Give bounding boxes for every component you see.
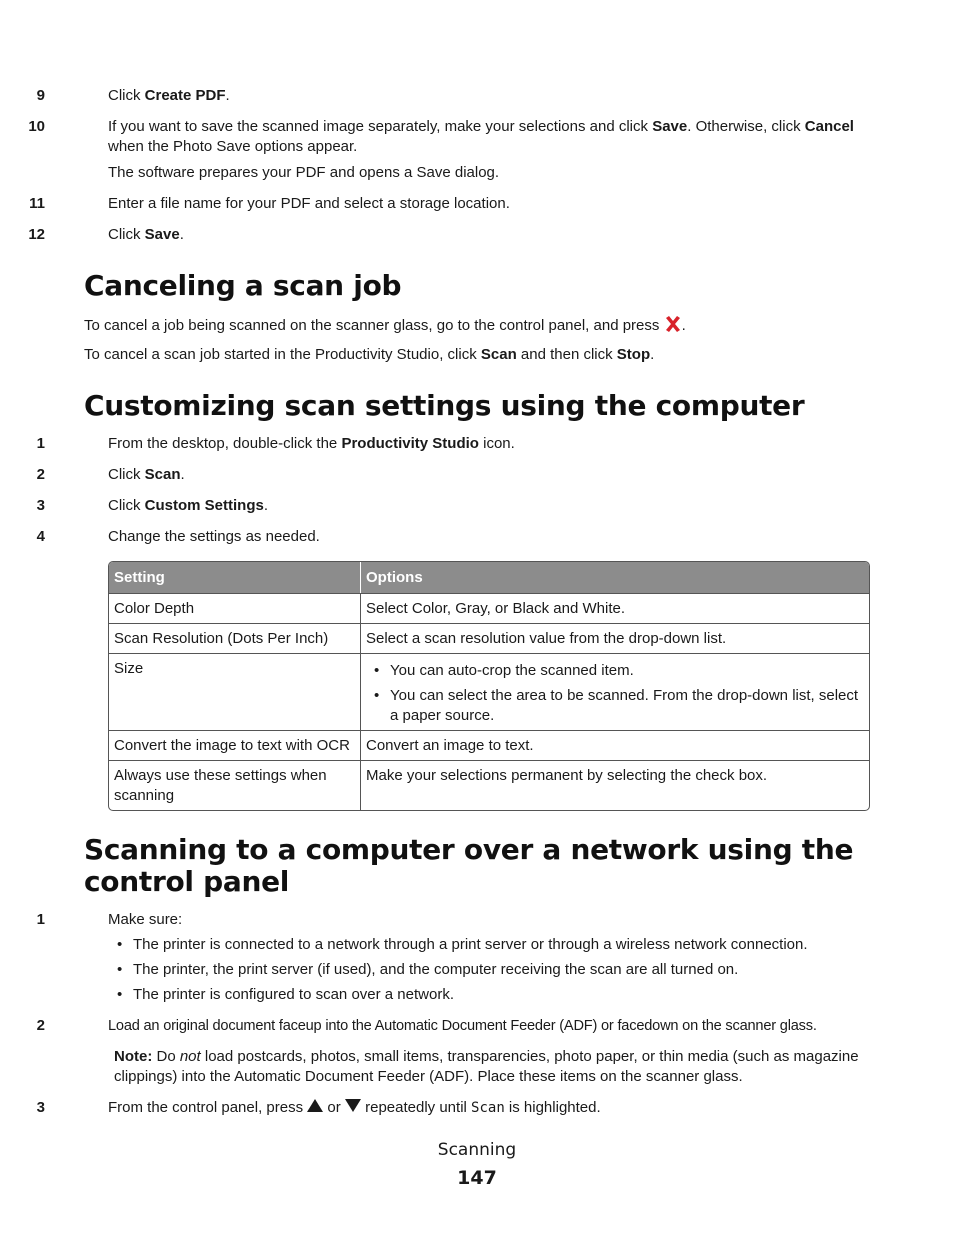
page-number: 147	[457, 1167, 497, 1189]
cancel-paragraph-2: To cancel a scan job started in the Productivity Studio, click Scan and then click Stop.	[84, 346, 655, 363]
table-header-row	[109, 562, 869, 593]
cancel-paragraph-1: To cancel a job being scanned on the scanner glass, go to the control panel, and press .	[84, 317, 686, 334]
table-row	[109, 730, 869, 760]
setting-cell: Always use these settings when scanning	[109, 760, 361, 810]
table-row	[109, 760, 869, 810]
footer-section-name: Scanning	[437, 1140, 517, 1160]
list-item: • You can auto-crop the scanned item.	[374, 662, 634, 679]
heading-customizing-scan-settings: Customizing scan settings using the computer	[84, 389, 805, 422]
option-cell: Select a scan resolution value from the drop-down list.	[361, 623, 869, 653]
red-x-cancel-icon	[664, 315, 682, 333]
scan-settings-table	[108, 561, 870, 811]
list-item: • The printer, the print server (if used), and the computer receiving the scan are all turned on.	[117, 961, 739, 978]
down-arrow-icon	[345, 1099, 361, 1112]
heading-scanning-over-network: Scanning to a computer over a network using the control panel	[84, 833, 854, 898]
option-cell: Make your selections permanent by selecting the check box.	[361, 760, 869, 810]
scan-code: Scan	[471, 1100, 505, 1116]
list-item: • The printer is connected to a network through a print server or through a wireless network connection.	[117, 936, 808, 953]
table-row	[109, 653, 869, 730]
table-row	[109, 593, 869, 623]
option-cell	[361, 653, 869, 730]
list-item: • The printer is configured to scan over a network.	[117, 986, 454, 1003]
heading-canceling-scan-job: Canceling a scan job	[84, 269, 402, 302]
column-header-options: Options	[361, 562, 869, 593]
setting-cell: Convert the image to text with OCR	[109, 730, 361, 760]
setting-cell: Color Depth	[109, 593, 361, 623]
setting-cell: Size	[109, 653, 361, 730]
list-item: • You can select the area to be scanned. From the drop-down list, select a paper source.	[374, 687, 859, 724]
option-cell: Convert an image to text.	[361, 730, 869, 760]
table-row	[109, 623, 869, 653]
setting-cell: Scan Resolution (Dots Per Inch)	[109, 623, 361, 653]
up-arrow-icon	[307, 1099, 323, 1112]
column-header-setting: Setting	[109, 562, 361, 593]
network-requirements-list	[108, 935, 870, 1010]
option-cell: Select Color, Gray, or Black and White.	[361, 593, 869, 623]
